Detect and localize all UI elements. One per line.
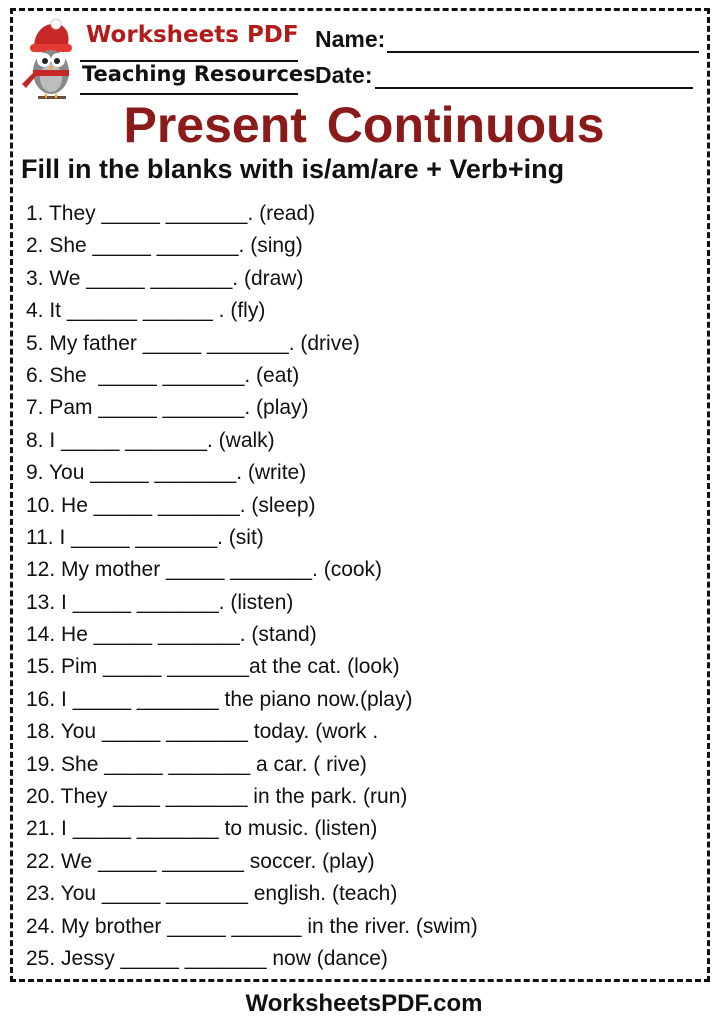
- exercise-item: 16. I _____ _______ the piano now.(play): [26, 687, 413, 711]
- exercise-item: 21. I _____ _______ to music. (listen): [26, 817, 378, 841]
- exercise-item: 1. They _____ _______. (read): [26, 202, 316, 225]
- exercise-item: 20. They ____ _______ in the park. (run): [26, 785, 408, 809]
- name-label: Name:: [315, 26, 386, 52]
- exercise-item: 3. We _____ _______. (draw): [26, 266, 304, 290]
- exercise-item: 23. You _____ _______ english. (teach): [26, 882, 398, 906]
- exercise-item: 19. She _____ _______ a car. ( rive): [26, 752, 367, 776]
- exercise-item: 2. She _____ _______. (sing): [26, 234, 303, 258]
- exercise-item: 6. She _____ _______. (eat): [26, 363, 300, 387]
- exercise-item: 24. My brother _____ ______ in the river. (swim): [26, 914, 478, 938]
- brand-divider: [80, 93, 298, 95]
- brand-title: Worksheets PDF: [86, 22, 299, 48]
- exercise-item: 22. We _____ _______ soccer. (play): [26, 849, 375, 873]
- brand-subtitle: Teaching Resources: [82, 62, 316, 86]
- brand-block: [80, 22, 316, 100]
- exercise-item: 8. I _____ _______. (walk): [26, 428, 275, 452]
- exercise-item: 18. You _____ _______ today. (work .: [26, 720, 379, 744]
- exercise-item: 12. My mother _____ _______. (cook): [26, 558, 383, 582]
- page-title: Present Continuous: [123, 97, 605, 153]
- exercise-item: 15. Pim _____ _______at the cat. (look): [26, 655, 400, 679]
- exercise-item: 9. You _____ _______. (write): [26, 461, 307, 485]
- owl-icon: [20, 18, 82, 106]
- exercise-item: 4. It ______ ______ . (fly): [26, 299, 266, 323]
- exercise-item: 14. He _____ _______. (stand): [26, 623, 317, 647]
- name-blank-line[interactable]: [387, 33, 699, 53]
- exercise-item: 13. I _____ _______. (listen): [26, 590, 294, 614]
- exercise-item: 10. He _____ _______. (sleep): [26, 493, 316, 517]
- exercise-item: 25. Jessy _____ _______ now (dance): [26, 946, 388, 970]
- date-blank-line[interactable]: [375, 69, 693, 89]
- name-field: [315, 26, 699, 53]
- exercise-item: 7. Pam _____ _______. (play): [26, 396, 309, 420]
- instruction-text: Fill in the blanks with is/am/are + Verb+ing: [21, 154, 565, 184]
- exercise-list: [26, 198, 478, 975]
- footer-website: WorksheetsPDF.com: [245, 990, 483, 1017]
- exercise-item: 5. My father _____ _______. (drive): [26, 331, 360, 355]
- exercise-item: 11. I _____ _______. (sit): [26, 525, 264, 549]
- date-label: Date:: [315, 62, 373, 88]
- date-field: [315, 62, 693, 89]
